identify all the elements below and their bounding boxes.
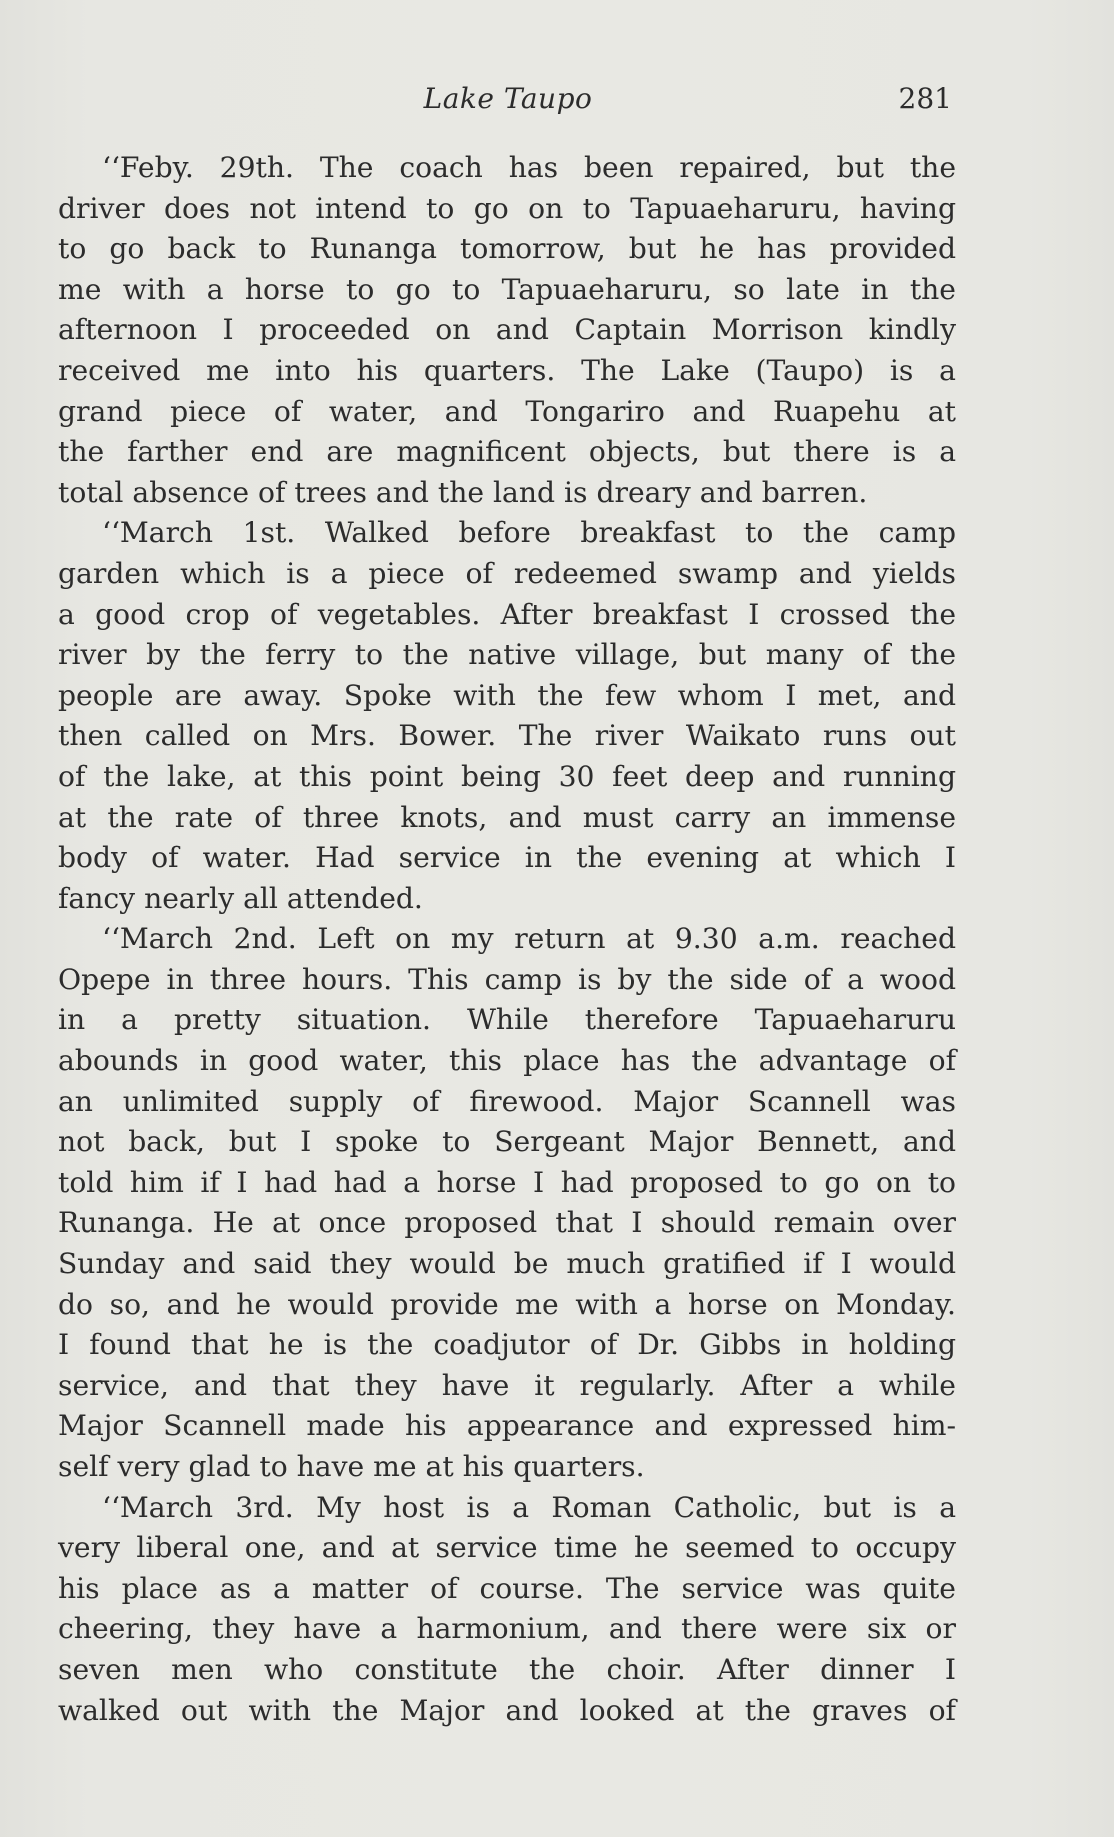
text-line: very liberal one, and at service time he seemed to occupy bbox=[58, 1531, 956, 1565]
text-line: ‘‘Feby. 29th. The coach has been repaired, but the bbox=[102, 151, 956, 184]
text-line: walked out with the Major and looked at the graves of bbox=[58, 1693, 956, 1727]
text-line: a good crop of vegetables. After breakfast I crossed the bbox=[58, 597, 956, 631]
page-number: 281 bbox=[898, 82, 952, 115]
text-line: in a pretty situation. While therefore Tapuaeharuru bbox=[58, 1003, 956, 1037]
text-line: self very glad to have me at his quarters. bbox=[58, 1450, 645, 1483]
text-line: total absence of trees and the land is dreary and barren. bbox=[58, 475, 868, 509]
text-line: his place as a matter of course. The service was quite bbox=[58, 1571, 956, 1605]
text-line: not back, but I spoke to Sergeant Major Bennett, and bbox=[58, 1125, 956, 1159]
text-line: abounds in good water, this place has the advantage of bbox=[58, 1044, 956, 1078]
text-line: afternoon I proceeded on and Captain Morrison kindly bbox=[58, 313, 956, 347]
paragraph bbox=[58, 148, 956, 513]
text-line: garden which is a piece of redeemed swamp and yields bbox=[58, 556, 956, 590]
text-line: people are away. Spoke with the few whom I met, and bbox=[58, 678, 956, 712]
text-line: me with a horse to go to Tapuaeharuru, so late in the bbox=[58, 272, 956, 306]
text-line: at the rate of three knots, and must carry an immense bbox=[58, 800, 956, 834]
text-line: ‘‘March 1st. Walked before breakfast to the camp bbox=[102, 516, 956, 550]
text-line: ‘‘March 2nd. Left on my return at 9.30 a.m. reached bbox=[102, 922, 956, 956]
text-line: driver does not intend to go on to Tapuaeharuru, having bbox=[58, 191, 956, 225]
text-line: body of water. Had service in the evening at which I bbox=[58, 841, 956, 875]
text-line: of the lake, at this point being 30 feet deep and running bbox=[58, 759, 956, 793]
text-line: Opepe in three hours. This camp is by the side of a wood bbox=[58, 962, 956, 996]
text-line: ‘‘March 3rd. My host is a Roman Catholic, but is a bbox=[102, 1490, 956, 1524]
text-line: Runanga. He at once proposed that I should remain over bbox=[58, 1206, 956, 1240]
text-line: the farther end are magnificent objects, but there is a bbox=[58, 435, 956, 469]
text-line: grand piece of water, and Tongariro and Ruapehu at bbox=[58, 394, 956, 428]
text-line: an unlimited supply of firewood. Major Scannell was bbox=[58, 1084, 956, 1118]
text-line: I found that he is the coadjutor of Dr. Gibbs in holding bbox=[58, 1328, 956, 1362]
text-line: river by the ferry to the native village, but many of the bbox=[58, 638, 956, 672]
paragraph bbox=[58, 513, 956, 919]
text-line: Major Scannell made his appearance and expressed him- bbox=[58, 1409, 956, 1443]
text-line: to go back to Runanga tomorrow, but he has provided bbox=[58, 232, 956, 266]
page-header bbox=[58, 82, 958, 122]
paragraph bbox=[58, 919, 956, 1487]
text-line: service, and that they have it regularly. After a while bbox=[58, 1368, 956, 1402]
text-line: fancy nearly all attended. bbox=[58, 881, 423, 915]
text-line: told him if I had had a horse I had proposed to go on to bbox=[58, 1165, 956, 1199]
text-line: seven men who constitute the choir. After dinner I bbox=[58, 1652, 956, 1686]
text-line: Sunday and said they would be much gratified if I would bbox=[58, 1247, 956, 1281]
text-line: received me into his quarters. The Lake (Taupo) is a bbox=[58, 353, 956, 387]
text-line: then called on Mrs. Bower. The river Waikato runs out bbox=[58, 719, 956, 753]
paragraph bbox=[58, 1488, 956, 1732]
running-title: Lake Taupo bbox=[423, 82, 593, 115]
body-text bbox=[58, 148, 956, 1731]
text-line: do so, and he would provide me with a horse on Monday. bbox=[58, 1287, 956, 1321]
text-line: cheering, they have a harmonium, and there were six or bbox=[58, 1612, 956, 1646]
